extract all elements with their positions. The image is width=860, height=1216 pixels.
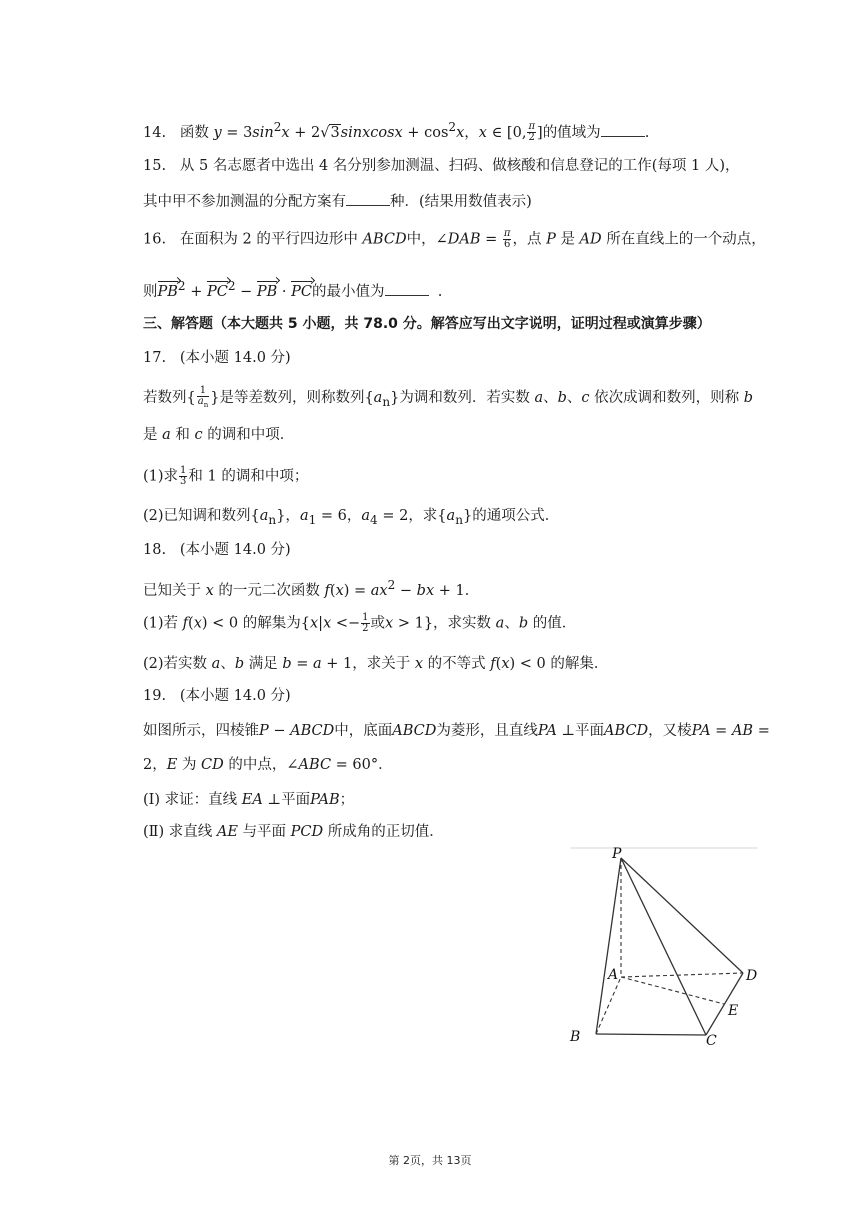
question-score: (本小题 14.0 分) (179, 542, 291, 558)
math-expression: y (213, 124, 222, 141)
question-17-part-2: (2)已知调和数列$\{a_n\}$，$a_1 = 6$，$a_4 = 2$，求$\{a_n\}$的通项公式． (143, 508, 560, 527)
question-score: (本小题 14.0 分) (179, 350, 291, 366)
question-17-line-1: 若数列{ $\frac{1}{a_n}$ }是等差数列，则称数列$\{a_n\}$为调和数列．若实数 a、b、c 依次成调和数列，则称 b (143, 385, 754, 409)
question-number: 18. (143, 542, 167, 558)
question-number: 14. (143, 124, 167, 141)
question-17-header (143, 348, 291, 368)
question-16-line-2: 则$PB^2 + PC^2$ − PB · PC的最小值为 . (143, 279, 443, 300)
question-18-part-1: (1)若 f(x) < 0 的解集为{x|x <− $\frac{1}{2}$ 或x > 1}，求实数 a、b 的值． (143, 612, 577, 634)
label-P: P (612, 846, 622, 862)
edge-AD (621, 973, 743, 977)
section-heading: 三、解答题（本大题共 5 小题，共 78.0 分。解答应写出文字说明，证明过程或演算步骤） (143, 316, 711, 332)
question-15-line-2 (143, 191, 532, 212)
question-17-part-1: (1)求 $\frac{1}{3}$ 和 1 的调和中项； (143, 465, 309, 487)
segment-AE (621, 977, 724, 1004)
question-number: 17. (143, 350, 167, 366)
question-19-header (143, 686, 291, 706)
question-19-part-1: (Ⅰ) 求证：直线 EA ⊥平面PAB； (143, 792, 355, 808)
question-16-line-1: 16. 在面积为 2 的平行四边形中 ABCD中，∠DAB = $\frac{\pi}{6}$ ，点 P 是 AD 所在直线上的一个动点， (143, 228, 766, 250)
question-18-header (143, 540, 291, 560)
question-text: 其中甲不参加测温的分配方案有 (143, 194, 346, 210)
question-text: 函数 (179, 124, 209, 141)
question-19-part-2: (Ⅱ) 求直线 AE 与平面 PCD 所成角的正切值． (143, 824, 444, 840)
question-15-line-1 (143, 156, 740, 176)
pyramid-figure (560, 845, 760, 1054)
pyramid-diagram (560, 845, 760, 1050)
label-B: B (570, 1029, 581, 1045)
page-footer: 第 2页，共 13页 (388, 1154, 472, 1167)
edge-PD (621, 858, 743, 973)
question-score: (本小题 14.0 分) (179, 688, 291, 704)
answer-blank (601, 122, 645, 137)
question-number: 15. (143, 158, 167, 174)
question-18-part-2: (2)若实数 a、b 满足 b = a + 1，求关于 x 的不等式 f(x) < 0 的解集． (143, 656, 609, 672)
answer-blank (346, 191, 390, 206)
question-14: 14. 函数 $y = 3\sin^2x$ + 2√3sinxcosx + $\cos^2x$，x ∈ [0, $\frac{\pi}{2}$ ]的值域为 . (143, 120, 650, 144)
question-number: 19. (143, 688, 167, 704)
question-text: 从 5 名志愿者中选出 4 名分别参加测温、扫码、做核酸和信息登记的工作(每项 1 人)， (179, 158, 740, 174)
question-17-line-2: 是 a 和 c 的调和中项． (143, 427, 295, 443)
label-D: D (746, 968, 758, 984)
label-C: C (706, 1033, 717, 1049)
question-text: 在面积为 2 的平行四边形中 (179, 231, 358, 248)
question-18-intro: 已知关于 x 的一元二次函数 $f(x) = ax^2$ − bx + 1． (143, 578, 480, 599)
label-A: A (608, 967, 619, 983)
edge-BC (596, 1034, 706, 1035)
edge-PB (596, 858, 621, 1034)
question-number: 16. (143, 231, 167, 248)
question-19-line-1: 如图所示，四棱锥P − ABCD中，底面ABCD为菱形，且直线PA ⊥平面ABCD，又棱PA = AB = (143, 723, 770, 739)
label-E: E (728, 1003, 739, 1019)
question-19-line-2: 2，E 为 CD 的中点，∠ABC = 60°． (143, 757, 393, 773)
question-text: 的值域为 (542, 124, 601, 141)
answer-blank (385, 281, 429, 296)
edge-PC (621, 858, 706, 1035)
question-text: 种．(结果用数值表示) (390, 194, 532, 210)
